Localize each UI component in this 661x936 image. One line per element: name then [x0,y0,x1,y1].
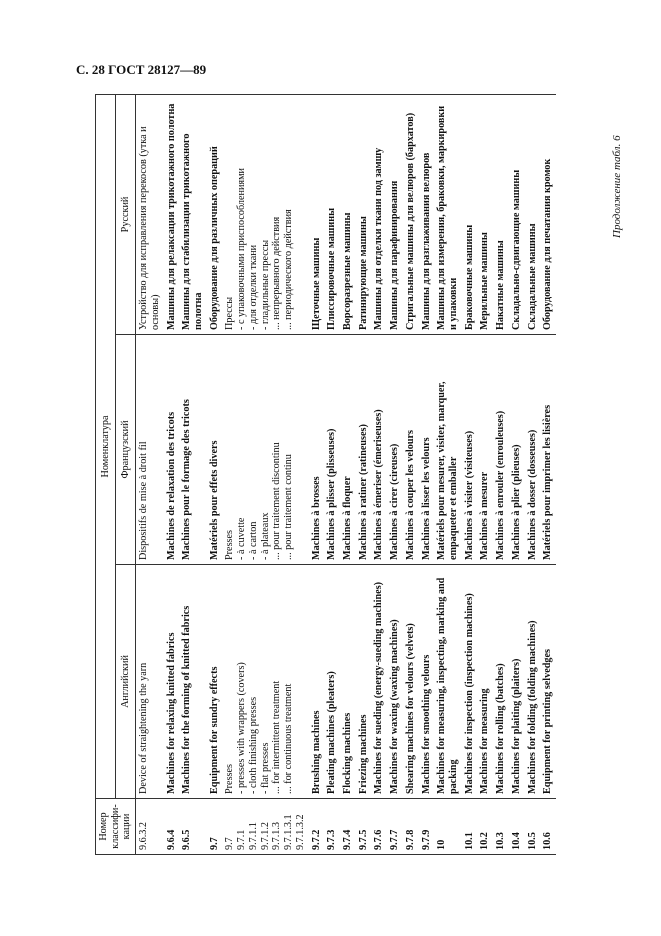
table-row [387,94,403,854]
cell-french: Machines à plisser (plisseuses) [324,335,340,565]
cell-russian: Машины для измерения, браковки, маркировки и упаковки [434,94,461,334]
cell-code: 9.7.7 [387,799,403,855]
cell-russian: Прессы - с упаковочными приспособлениями - для отделки ткани - гладильные прессы ... непрерывного действия ... периодического действия [222,94,308,334]
cell-english: Friezing machines [356,565,372,799]
cell-english: Brushing machines [309,565,325,799]
cell-russian: Машины для отделки ткани под замшу [371,94,387,334]
cell-french: Matériels pour imprimer les lisières [540,335,556,565]
cell-english: Machines for waxing (waxing machines) [387,565,403,799]
table-row [477,94,493,854]
cell-french: Machines à couper les velours [403,335,419,565]
cell-russian: Складальные машины [525,94,541,334]
cell-english: Machines for measuring [477,565,493,799]
table-row [371,94,387,854]
cell-russian: Стригальные машины для велюров (бархатов) [403,94,419,334]
cell-code: 10.6 [540,799,556,855]
cell-russian: Машины для разглаживания велюров [419,94,435,334]
cell-russian: Браковочные машины [462,94,478,334]
table-row [540,94,556,854]
rotated-table-container [95,95,605,855]
table-row [509,94,525,854]
table-row [324,94,340,854]
table-row [340,94,356,854]
cell-english: Machines for plaiting (plaiters) [509,565,525,799]
cell-code: 10.2 [477,799,493,855]
cell-code: 9.7.6 [371,799,387,855]
col-header-russian: Русский [116,94,136,334]
cell-code: 9.7 [207,799,223,855]
col-header-code: Номер классифи-кации [96,799,136,855]
table-body [136,94,556,854]
cell-french: Machines à visiter (visiteuses) [462,335,478,565]
cell-russian: Мерильные машины [477,94,493,334]
cell-english: Machines for rolling (batches) [493,565,509,799]
cell-code: 10.3 [493,799,509,855]
cell-french: Machines à plier (plieuses) [509,335,525,565]
cell-english: Flocking machines [340,565,356,799]
cell-russian: Машины для релаксации трикотажного полотна [164,94,180,334]
table-row [222,94,308,854]
col-header-french: Французский [116,335,136,565]
cell-english: Machines for smoothing velours [419,565,435,799]
cell-code: 9.7.4 [340,799,356,855]
cell-code: 9.6.3.2 [136,799,164,855]
cell-french: Machines à brosses [309,335,325,565]
cell-code: 10 [434,799,461,855]
cell-russian: Накатные машины [493,94,509,334]
cell-french: Machines à enrouler (enrouleuses) [493,335,509,565]
cell-french: Machines à ratiner (ratineuses) [356,335,372,565]
table-row [309,94,325,854]
cell-english: Pleating machines (pleaters) [324,565,340,799]
cell-english: Machines for folding (folding machines) [525,565,541,799]
cell-french: Matériels pour effets divers [207,335,223,565]
col-header-english: Английский [116,565,136,799]
cell-code: 9.7.3 [324,799,340,855]
cell-french: Machines pour le formage des tricots [179,335,206,565]
cell-english: Device of straightening the yarn [136,565,164,799]
cell-french: Machines à floquer [340,335,356,565]
cell-russian: Щеточные машины [309,94,325,334]
cell-french: Presses - à cuvette - à carton - à plateaux ... pour traitement discontinu ... pour traitement continu [222,335,308,565]
cell-english: Shearing machines for velours (velvets) [403,565,419,799]
table-row [419,94,435,854]
cell-code: 10.4 [509,799,525,855]
cell-code: 9.7.2 [309,799,325,855]
table-row [164,94,180,854]
cell-french: Machines à lisser les velours [419,335,435,565]
cell-russian: Ворсоразрезные машины [340,94,356,334]
cell-english: Machines for relaxing knitted fabrics [164,565,180,799]
cell-code: 9.6.5 [179,799,206,855]
cell-code: 10.1 [462,799,478,855]
table-row [525,94,541,854]
cell-english: Machines for measuring, inspecting, marking and packing [434,565,461,799]
cell-russian: Машины для парафинирования [387,94,403,334]
cell-english: Machines for the forming of knitted fabrics [179,565,206,799]
cell-french: Matériels pour mesurer, visiter, marquer, empaqueter et emballer [434,335,461,565]
nomenclature-table [95,94,556,855]
cell-english: Machines for inspection (inspection machines) [462,565,478,799]
cell-french: Machines de relaxation des tricots [164,335,180,565]
table-row [356,94,372,854]
cell-code: 9.7.8 [403,799,419,855]
table-row [493,94,509,854]
cell-code: 9.7.9 [419,799,435,855]
cell-english: Equipment for sundry effects [207,565,223,799]
cell-english: Machines for sueding (energy-sueding machines) [371,565,387,799]
cell-french: Machines à mesurer [477,335,493,565]
table-row [462,94,478,854]
continuation-label-box [611,78,625,238]
cell-russian: Устройство для исправления перекосов (утка и основы) [136,94,164,334]
cell-code: 10.5 [525,799,541,855]
cell-russian: Складально-сдвигающие машины [509,94,525,334]
cell-russian: Машины для стабилизации трикотажного полотна [179,94,206,334]
cell-russian: Плиссировочные машины [324,94,340,334]
cell-french: Dispositifs de mise à droit fil [136,335,164,565]
cell-russian: Ратинирующие машины [356,94,372,334]
table-row [434,94,461,854]
cell-french: Machines à émeriser (émeriseuses) [371,335,387,565]
cell-french: Machines à dosser (dosseuses) [525,335,541,565]
cell-code: 9.7.5 [356,799,372,855]
cell-code: 9.7 9.7.1 9.7.1.1 9.7.1.2 9.7.1.3 9.7.1.3.1 9.7.1.3.2 [222,799,308,855]
cell-russian: Оборудование для различных операций [207,94,223,334]
table-row [403,94,419,854]
table-row [207,94,223,854]
cell-english: Equipment for printing selvedges [540,565,556,799]
col-header-nomenclature: Номенклатура [96,94,116,798]
table-row [179,94,206,854]
cell-code: 9.6.4 [164,799,180,855]
cell-russian: Оборудование для печатания кромок [540,94,556,334]
continuation-label: Продолжение табл. 6 [611,135,623,238]
table-row [136,94,164,854]
cell-french: Machines à cirer (cireuses) [387,335,403,565]
cell-english: Presses - presses with wrappers (covers) - cloth finishing presses - flat presses ... for intermittent treatment ... for continuous treatment [222,565,308,799]
page-header: С. 28 ГОСТ 28127—89 [76,62,207,77]
